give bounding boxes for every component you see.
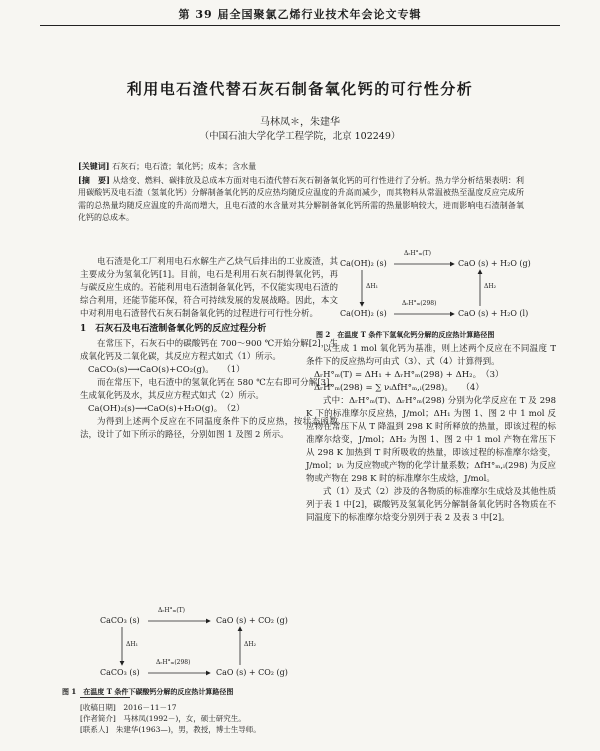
keywords-line bbox=[78, 160, 524, 174]
figure-1 bbox=[100, 607, 340, 683]
abstract-label: [摘 要] bbox=[78, 174, 110, 185]
footnotes bbox=[80, 697, 460, 735]
intro-paragraph: 电石渣是化工厂利用电石水解生产乙炔气后排出的工业废渣，其主要成分为氢氧化钙[1]。目前，电石是利用石灰石制得氧化钙，再与碳反应生成的。若能利用电石渣制备氧化钙，不仅能实现电石渣的综合利用，还能节能环保，符合可持续发展的发展战略。因此，本文中对利用电石渣替代石灰石制备氧化钙的过程进行可行性分析。 bbox=[80, 257, 338, 319]
abstract-text: 从焓变、燃料、碳排放及总成本方面对电石渣代替石灰石制备氧化钙的可行性进行了分析。热力学分析结果表明：利用碳酸钙及电石渣（氢氧化钙）分解制备氧化钙的反应热均随反应温度的升高而减少，而其物料从常温被热至温度反应完成所需的总热量均随反应温度的升高而增大，且电石渣的水含量对其分解制备氧化钙所需的热量影响较大，进而影响电石渣制备氧化钙的总成本。 bbox=[78, 175, 525, 222]
fig2-left-arrow-label: ΔH₁ bbox=[366, 283, 378, 290]
running-header bbox=[0, 0, 600, 30]
equation-3: ΔᵣH°ₘ(T) = ΔH₁ + ΔᵣH°ₘ(298) + ΔH₂。 （3） bbox=[314, 370, 504, 380]
footnote-author: [作者简介] 马林凤(1992－)，女，硕士研究生。 bbox=[80, 714, 246, 723]
fig1-top-arrow-label: ΔᵣH°ₘ(T) bbox=[158, 607, 186, 614]
paragraph: 为得到上述两个反应在不同温度条件下的反应热，按状态函数法，设计了如下所示的路径，分别如图 1 及图 2 所示。 bbox=[80, 417, 338, 440]
paragraph: 在常压下，石灰石中的碳酸钙在 700～900 ℃开始分解[2]，生成氧化钙及二氧化碳，其反应方程式如式（1）所示。 bbox=[80, 339, 338, 362]
right-column bbox=[306, 343, 556, 525]
running-header-text: 第 39 届全国聚氯乙烯行业技术年会论文专辑 bbox=[178, 8, 422, 21]
abstract-block bbox=[78, 160, 524, 225]
fig1-product-bottom: CaO (s) + CO₂ (g) bbox=[216, 668, 288, 677]
figure-1-caption: 图 1 在温度 T 条件下碳酸钙分解的反应热计算路径图 bbox=[62, 687, 234, 696]
fig2-reactant-bottom: Ca(OH)₂ (s) bbox=[340, 309, 387, 318]
fig2-top-arrow-label: ΔᵣH°ₘ(T) bbox=[404, 250, 432, 257]
figure-2 bbox=[340, 250, 580, 322]
paragraph: 以生成 1 mol 氧化钙为基准，则上述两个反应在不同温度 T 条件下的反应热均可由式（3）、式（4）计算得到。 bbox=[306, 344, 556, 367]
figure-2-caption: 图 2 在温度 T 条件下氢氧化钙分解的反应热计算路径图 bbox=[316, 330, 495, 339]
fig1-bottom-arrow-label: ΔᵣH°ₘ(298) bbox=[156, 659, 191, 666]
equation-1: CaCO₃(s)⟶CaO(s)+CO₂(g)。 （1） bbox=[88, 365, 245, 375]
footnote-contact: [联系人] 朱建华(1963—)，男，教授，博士生导师。 bbox=[80, 725, 261, 734]
affiliation: （中国石油大学化学工程学院，北京 102249） bbox=[199, 131, 401, 142]
abstract-line bbox=[78, 174, 524, 225]
fig2-product-top: CaO (s) + H₂O (g) bbox=[458, 259, 531, 268]
fig1-product-top: CaO (s) + CO₂ (g) bbox=[216, 616, 288, 625]
keywords-text: 石灰石；电石渣；氧化钙；成本；含水量 bbox=[112, 162, 257, 171]
section-1-heading: 1 石灰石及电石渣制备氧化钙的反应过程分析 bbox=[80, 324, 267, 334]
fig1-reactant-top: CaCO₃ (s) bbox=[100, 616, 140, 625]
header-rule bbox=[40, 25, 560, 26]
fig2-product-bottom: CaO (s) + H₂O (l) bbox=[458, 309, 529, 318]
paper-title: 利用电石渣代替石灰石制备氧化钙的可行性分析 bbox=[126, 80, 474, 98]
paragraph: 式（1）及式（2）涉及的各物质的标准摩尔生成焓及其他性质列于表 1 中[2]，碳酸钙及氢氧化钙分解制备氧化钙时各物质在不同温度下的标准摩尔焓变分别列于表 2 及表 3 中[2]。 bbox=[306, 487, 556, 523]
fig2-bottom-arrow-label: ΔᵣH°ₘ(298) bbox=[402, 300, 437, 307]
left-column bbox=[80, 256, 338, 442]
paragraph: 式中：ΔᵣH°ₘ(T)、ΔᵣH°ₘ(298) 分别为化学反应在 T 及 298 K 下的标准摩尔反应热，J/mol；ΔH₁ 为图 1、图 2 中 1 mol 反应物在常压下从 T 降温到 298 K 时所释放的热量，即该过程的标准摩尔焓变，J/mol；ΔH₂ 为图 1、图 2 中 1 mol 产物在常压下从 298 K 加热到 T 时所吸收的热量，即该过程的标准摩尔焓变，J/mol；νᵢ 为反应物或产物的化学计量系数；ΔfH°ₘ,ᵢ(298) 为反应物或产物在 298 K 时的标准摩尔生成焓，J/mol。 bbox=[306, 396, 556, 484]
fig1-right-arrow-label: ΔH₂ bbox=[244, 641, 256, 648]
footnote-rule bbox=[80, 697, 130, 698]
keywords-label: [关键词] bbox=[78, 161, 110, 171]
equation-4: ΔᵣH°ₘ(298) = ∑ νᵢΔfH°ₘ,ᵢ(298)。 （4） bbox=[314, 383, 484, 393]
paragraph: 而在常压下，电石渣中的氢氧化钙在 580 ℃左右即可分解[3]，生成氧化钙及水，其反应方程式如式（2）所示。 bbox=[80, 378, 338, 401]
fig1-reactant-bottom: CaCO₃ (s) bbox=[100, 668, 140, 677]
footnote-received: [收稿日期] 2016－11－17 bbox=[80, 703, 177, 712]
fig2-right-arrow-label: ΔH₂ bbox=[484, 283, 496, 290]
equation-2: Ca(OH)₂(s)⟶CaO(s)+H₂O(g)。 （2） bbox=[88, 404, 245, 414]
authors: 马林凤＊，朱建华 bbox=[260, 117, 340, 128]
fig1-left-arrow-label: ΔH₁ bbox=[126, 641, 138, 648]
fig2-reactant-top: Ca(OH)₂ (s) bbox=[340, 259, 387, 268]
